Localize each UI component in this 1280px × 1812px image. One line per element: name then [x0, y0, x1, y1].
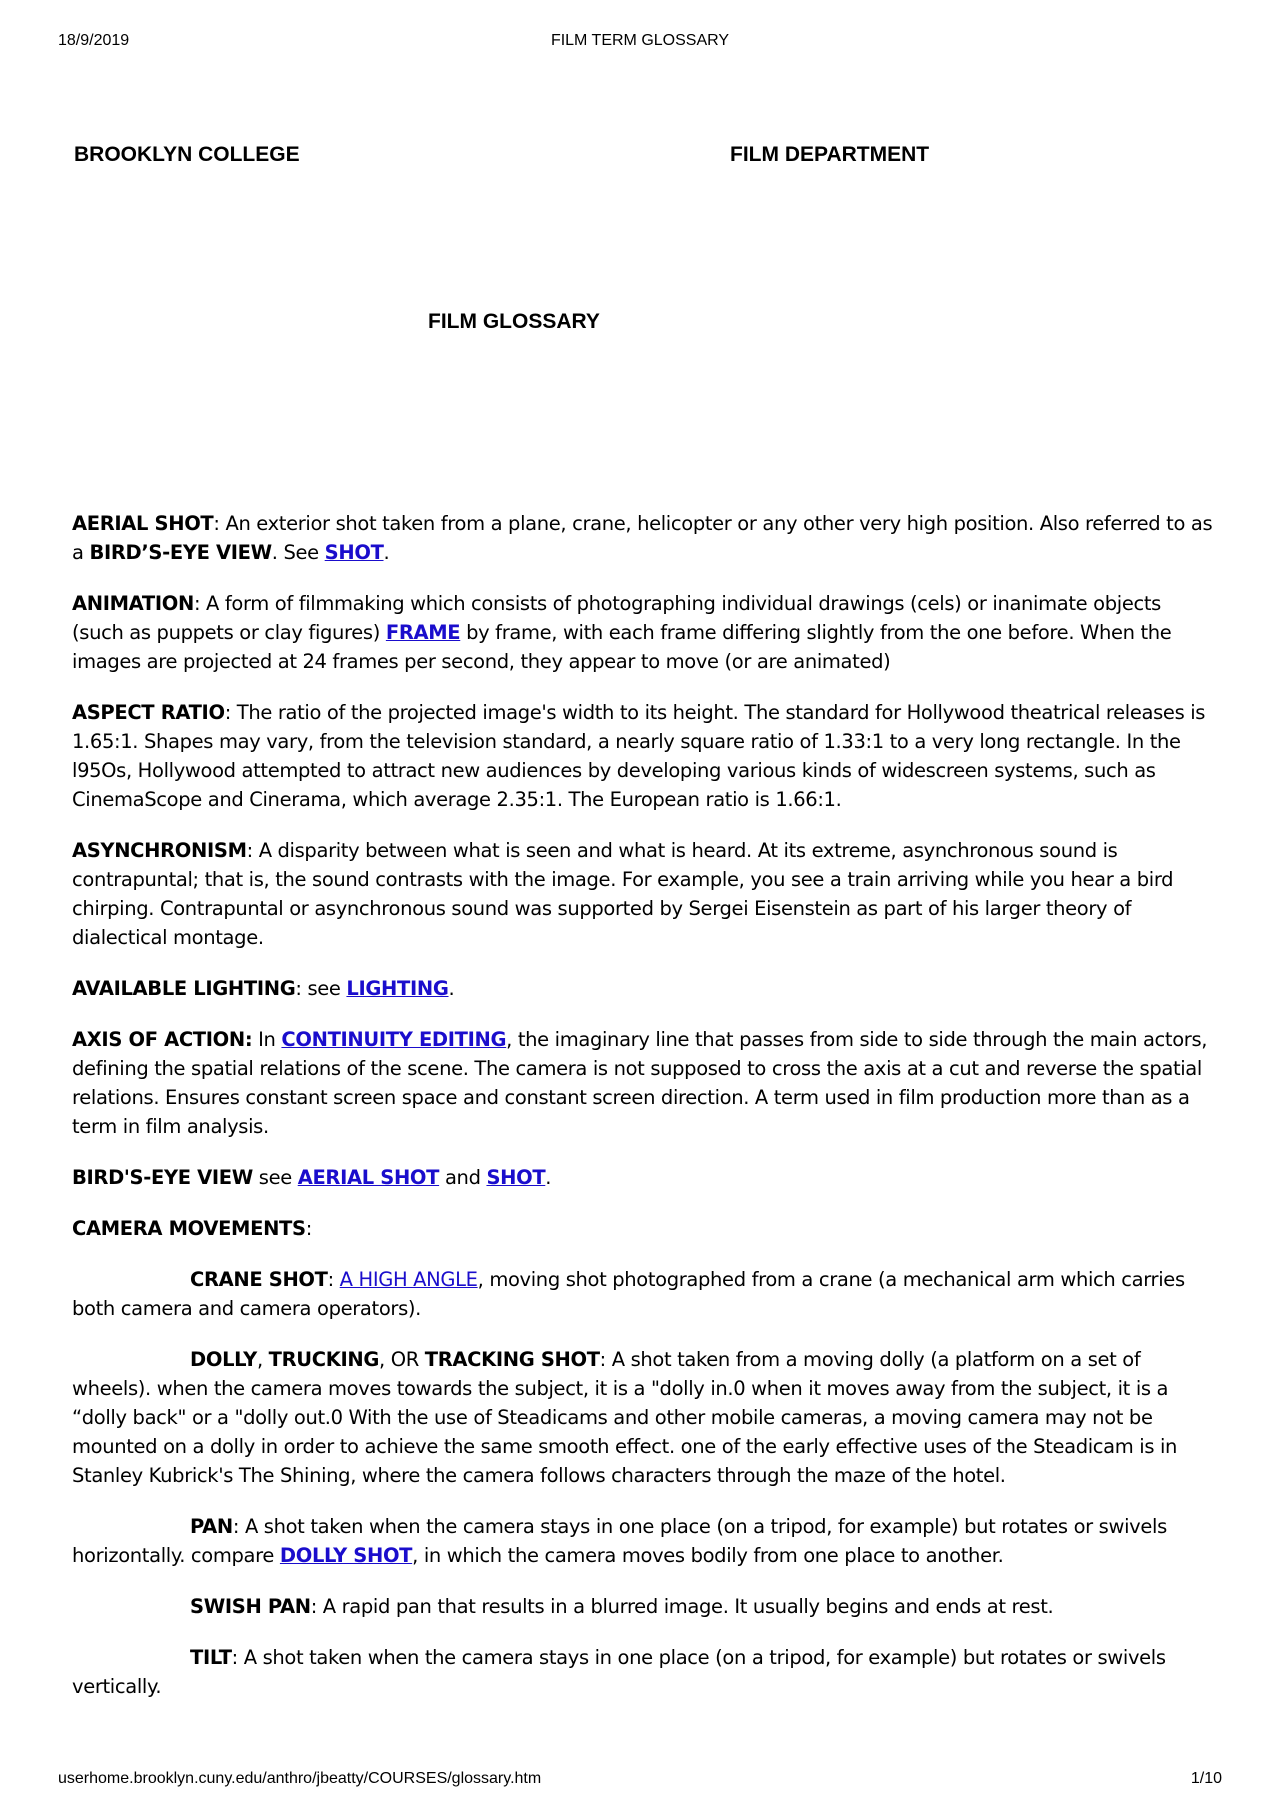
definition: :: [305, 1217, 312, 1240]
definition: : A form of filmmaking which consists of photographing individual drawings (cels) or inanimate objects (such as puppets or clay figures): [72, 592, 1161, 644]
term: ASYNCHRONISM: [72, 839, 247, 862]
term: AVAILABLE LIGHTING: [72, 977, 296, 1000]
definition: : A rapid pan that results in a blurred image. It usually begins and ends at rest.: [310, 1595, 1054, 1618]
link-aerial-shot[interactable]: AERIAL SHOT: [297, 1166, 440, 1189]
entry-asynchronism: [72, 836, 1217, 952]
separator: ,: [256, 1348, 269, 1371]
link-shot[interactable]: SHOT: [324, 541, 384, 564]
term: TILT: [190, 1646, 232, 1669]
page-number: 1/10: [1190, 1770, 1222, 1787]
definition: and: [439, 1166, 487, 1189]
term: ANIMATION: [72, 592, 194, 615]
entry-aerial-shot: [72, 509, 1217, 567]
department-name: FILM DEPARTMENT: [730, 143, 930, 166]
term: CAMERA MOVEMENTS: [72, 1217, 306, 1240]
separator: , OR: [379, 1348, 425, 1371]
entry-animation: [72, 589, 1217, 676]
term: CRANE SHOT: [190, 1268, 328, 1291]
link-dolly-shot[interactable]: DOLLY SHOT: [279, 1544, 413, 1567]
entry-crane-shot: [72, 1265, 1217, 1323]
link-lighting[interactable]: LIGHTING: [346, 977, 449, 1000]
link-frame[interactable]: FRAME: [385, 621, 461, 644]
entry-swish-pan: [72, 1592, 1217, 1621]
definition: : see: [295, 977, 347, 1000]
page-title: FILM GLOSSARY: [428, 310, 600, 333]
term: TRACKING SHOT: [424, 1348, 600, 1371]
term-alias: BIRD’S-EYE VIEW: [89, 541, 272, 564]
definition: : A disparity between what is seen and what is heard. At its extreme, asynchronous sound is contrapuntal; that is, the sound contrasts with the image. For example, you see a train arriving while you hear a bird chirping. Contrapuntal or asynchronous sound was supported by Sergei Eisenstein as part of his larger theory of dialectical montage.: [72, 839, 1174, 949]
definition: , moving shot photographed from a crane (a mechanical arm which carries both camera and camera operators).: [72, 1268, 1185, 1320]
entry-tilt: [72, 1643, 1217, 1701]
definition: , the imaginary line that passes from side to side through the main actors, defining the spatial relations of the scene. The camera is not supposed to cross the axis at a cut and reverse the spatial relations. Ensures constant screen space and constant screen direction. A term used in film production more than as a term in film analysis.: [72, 1028, 1208, 1138]
link-high-angle[interactable]: A HIGH ANGLE: [339, 1268, 478, 1291]
definition: , in which the camera moves bodily from one place to another.: [412, 1544, 1004, 1567]
definition: .: [383, 541, 390, 564]
entry-camera-movements: [72, 1214, 1217, 1243]
definition: see: [252, 1166, 298, 1189]
glossary-list: [72, 509, 1217, 1723]
term: BIRD'S-EYE VIEW: [72, 1166, 253, 1189]
definition: .: [545, 1166, 552, 1189]
term: SWISH PAN: [190, 1595, 311, 1618]
definition: : The ratio of the projected image's width to its height. The standard for Hollywood theatrical releases is 1.65:1. Shapes may vary, from the television standard, a nearly square ratio of 1.33:1 to a very long rectangle. In the l95Os, Hollywood attempted to attract new audiences by developing various kinds of widescreen systems, such as CinemaScope and Cinerama, which average 2.35:1. The European ratio is 1.66:1.: [72, 701, 1206, 811]
entry-axis-of-action: [72, 1025, 1217, 1141]
print-title: FILM TERM GLOSSARY: [550, 32, 730, 49]
definition: : A shot taken when the camera stays in one place (on a tripod, for example) but rotates or swivels horizontally. compare: [72, 1515, 1167, 1567]
definition: :: [327, 1268, 340, 1291]
entry-available-lighting: [72, 974, 1217, 1003]
term: TRUCKING: [268, 1348, 380, 1371]
entry-aspect-ratio: [72, 698, 1217, 814]
definition: : A shot taken from a moving dolly (a platform on a set of wheels). when the camera moves towards the subject, it is a "dolly in.0 when it moves away from the subject, it is a “dolly back" or a "dolly out.0 With the use of Steadicams and other mobile cameras, a moving camera may not be mounted on a dolly in order to achieve the same smooth effect. one of the early effective uses of the Steadicam is in Stanley Kubrick's The Shining, where the camera follows characters through the maze of the hotel.: [72, 1348, 1178, 1487]
definition: In: [252, 1028, 282, 1051]
term: PAN: [190, 1515, 233, 1538]
link-continuity-editing[interactable]: CONTINUITY EDITING: [281, 1028, 507, 1051]
print-url: userhome.brooklyn.cuny.edu/anthro/jbeatty/COURSES/glossary.htm: [58, 1770, 542, 1787]
entry-dolly-shot: [72, 1345, 1217, 1490]
link-shot[interactable]: SHOT: [486, 1166, 546, 1189]
definition: .: [448, 977, 455, 1000]
term: ASPECT RATIO: [72, 701, 225, 724]
entry-birds-eye-view: [72, 1163, 1217, 1192]
college-name: BROOKLYN COLLEGE: [74, 143, 300, 166]
definition: by frame, with each frame differing slightly from the one before. When the images are projected at 24 frames per second, they appear to move (or are animated): [72, 621, 1172, 673]
term: AXIS OF ACTION:: [72, 1028, 253, 1051]
term: DOLLY: [190, 1348, 257, 1371]
definition: : An exterior shot taken from a plane, crane, helicopter or any other very high position. Also referred to as a: [72, 512, 1213, 564]
term: AERIAL SHOT: [72, 512, 214, 535]
definition: : A shot taken when the camera stays in one place (on a tripod, for example) but rotates or swivels vertically.: [72, 1646, 1166, 1698]
print-date: 18/9/2019: [58, 32, 130, 49]
definition: . See: [271, 541, 325, 564]
entry-pan: [72, 1512, 1217, 1570]
